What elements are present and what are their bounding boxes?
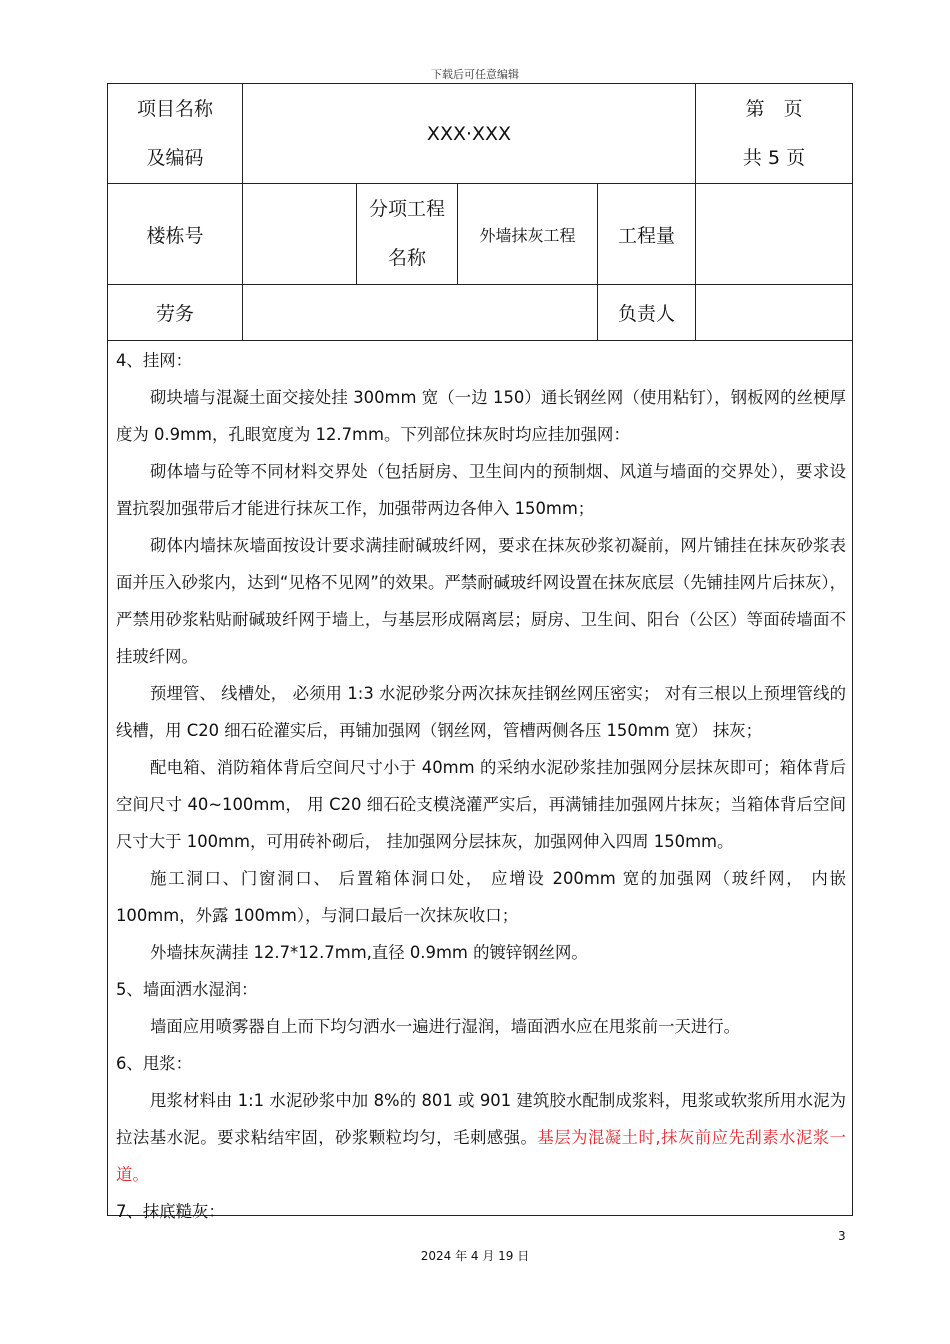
responsible-value <box>696 285 852 340</box>
top-note: 下载后可任意编辑 <box>431 68 519 81</box>
sub-project-label <box>357 184 457 284</box>
section-4-paragraph: 施工洞口、门窗洞口、 后置箱体洞口处， 应增设 200mm 宽的加强网（玻纤网， 内嵌 100mm，外露 100mm），与洞口最后一次抹灰收口； <box>116 869 846 925</box>
page-info <box>696 84 852 183</box>
project-name-label <box>108 84 242 183</box>
section-6-paragraph <box>116 1082 846 1193</box>
section-4-paragraph: 预埋管、 线槽处， 必须用 1:3 水泥砂浆分两次抹灰挂钢丝网压密实； 对有三根以上预埋管线的线槽，用 C20 细石砼灌实后，再铺加强网（钢丝网，管槽两侧各压 150mm 宽） 抹灰； <box>116 684 846 740</box>
header-table <box>108 84 852 341</box>
section-6-title: 6、甩浆： <box>116 1054 192 1073</box>
project-name-label-line1: 项目名称 <box>136 97 213 120</box>
project-name-label-line2: 及编码 <box>146 146 204 169</box>
content-body <box>116 342 846 1230</box>
section-4-paragraph: 砌块墙与混凝土面交接处挂 300mm 宽（一边 150）通长钢丝网（使用粘钉），钢板网的丝梗厚度为 0.9mm，孔眼宽度为 12.7mm。下列部位抹灰时均应挂加强网： <box>116 388 846 444</box>
quantity-value <box>696 184 852 284</box>
sub-project-value: 外墙抹灰工程 <box>479 225 576 245</box>
footer-date: 2024 年 4 月 19 日 <box>420 1249 530 1263</box>
form-sheet <box>107 83 853 1221</box>
section-6-red-note: 基层为混凝土时,抹灰前应先刮素水泥浆一道。 <box>116 1128 846 1184</box>
section-4-title: 4、挂网： <box>116 351 192 370</box>
section-4-paragraph: 砌体墙与砼等不同材料交界处（包括厨房、卫生间内的预制烟、风道与墙面的交界处），要求设置抗裂加强带后才能进行抹灰工作，加强带两边各伸入 150mm； <box>116 462 846 518</box>
section-4-paragraph: 外墙抹灰满挂 12.7*12.7mm,直径 0.9mm 的镀锌钢丝网。 <box>150 943 588 962</box>
page-number: 3 <box>838 1229 846 1243</box>
section-6-text: 甩浆材料由 1:1 水泥砂浆中加 8%的 801 或 901 建筑胶水配制成浆料，甩浆或软浆所用水泥为拉法基水泥。要求粘结牢固，砂浆颗粒均匀，毛刺感强。 <box>116 1091 846 1147</box>
responsible-label: 负责人 <box>617 303 675 325</box>
section-5-paragraph: 墙面应用喷雾器自上而下均匀洒水一遍进行湿润，墙面洒水应在甩浆前一天进行。 <box>150 1017 741 1036</box>
building-value <box>243 184 356 284</box>
section-5-title: 5、墙面洒水湿润： <box>116 980 258 999</box>
labor-label: 劳务 <box>155 303 194 325</box>
section-4-paragraph: 砌体内墙抹灰墙面按设计要求满挂耐碱玻纤网，要求在抹灰砂浆初凝前，网片铺挂在抹灰砂浆表面并压入砂浆内，达到“见格不见网”的效果。严禁耐碱玻纤网设置在抹灰底层（先铺挂网片后抹灰），严禁用砂浆粘贴耐碱玻纤网于墙上，与基层形成隔离层；厨房、卫生间、阳台（公区）等面砖墙面不挂玻纤网。 <box>116 536 846 666</box>
page-current: 第 页 <box>745 97 803 120</box>
page-total: 共 5 页 <box>742 146 806 169</box>
section-7-title: 7、抹底糙灰： <box>116 1202 225 1221</box>
labor-value <box>243 285 597 340</box>
sub-project-label-line2: 名称 <box>387 247 426 269</box>
project-name-value: XXX·XXX <box>426 122 512 145</box>
section-4-paragraph: 配电箱、消防箱体背后空间尺寸小于 40mm 的采纳水泥砂浆挂加强网分层抹灰即可；箱体背后空间尺寸 40~100mm， 用 C20 细石砼支模浇灌严实后，再满铺挂加强网片抹灰；当箱体背后空间尺寸大于 100mm，可用砖补砌后， 挂加强网分层抹灰，加强网伸入四周 150mm。 <box>116 758 846 851</box>
quantity-label: 工程量 <box>617 224 675 247</box>
building-label: 楼栋号 <box>146 224 204 247</box>
sub-project-label-line1: 分项工程 <box>368 198 445 220</box>
